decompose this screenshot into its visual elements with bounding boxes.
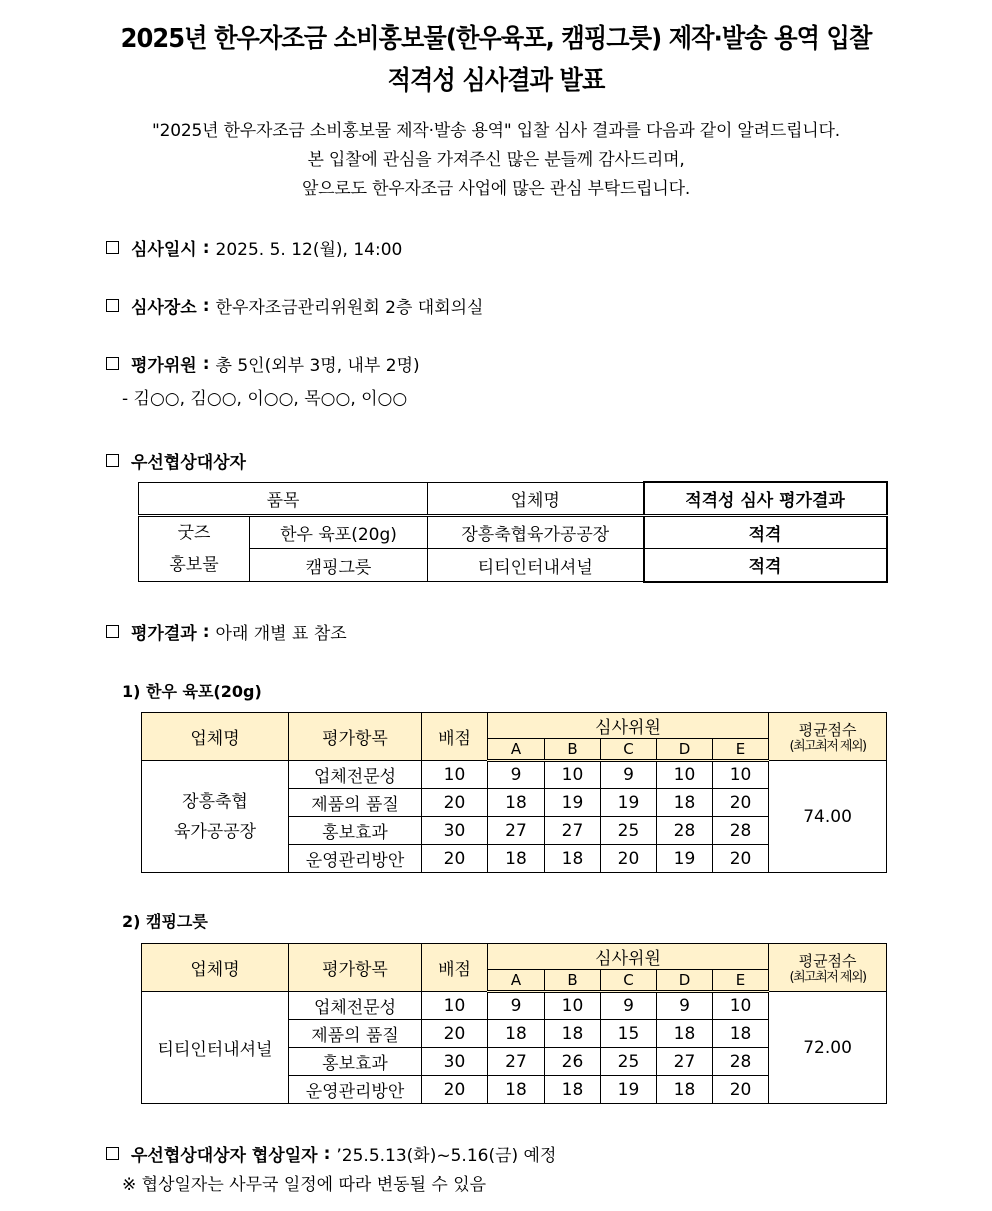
section-label: 심사장소: [131, 298, 197, 318]
score-cell: 9: [488, 992, 545, 1020]
criteria-cell: 홍보효과: [289, 817, 422, 845]
score-cell: 10: [545, 992, 601, 1020]
score-cell: 9: [488, 761, 545, 789]
avg-label: 평균점수: [798, 952, 857, 970]
score-cell: 25: [601, 817, 657, 845]
section-value: 한우자조금관리위원회 2층 대회의실: [215, 298, 484, 318]
header-criteria: 평가항목: [289, 944, 422, 992]
score-cell: 18: [488, 845, 545, 873]
score-cell: 9: [601, 992, 657, 1020]
item-cell: 한우 육포(20g): [250, 516, 428, 549]
section-label: 평가결과: [131, 624, 197, 644]
score-cell: 18: [488, 789, 545, 817]
header-company: 업체명: [428, 482, 644, 516]
avg-label: 평균점수: [798, 721, 857, 739]
score-cell: 19: [657, 845, 713, 873]
section-label: 심사일시: [131, 240, 197, 260]
header-criteria: 평가항목: [289, 713, 422, 761]
judge-a: A: [488, 970, 545, 992]
score-cell: 27: [488, 817, 545, 845]
header-average: [769, 944, 887, 992]
intro-line2: 본 입찰에 관심을 가져주신 많은 분들께 감사드리며,: [307, 150, 685, 170]
summary-table: [138, 481, 888, 583]
header-judges: 심사위원: [488, 944, 769, 970]
score-cell: 27: [488, 1048, 545, 1076]
judge-b: B: [545, 739, 601, 761]
checkbox-bullet-icon: [106, 299, 119, 312]
checkbox-bullet-icon: [106, 625, 119, 638]
score-table-camping: [141, 943, 887, 1104]
score-cell: 27: [545, 817, 601, 845]
company-cell: [142, 761, 289, 873]
header-company: 업체명: [142, 944, 289, 992]
section-value: ’25.5.13(화)~5.16(금) 예정: [336, 1146, 557, 1166]
score-cell: 15: [601, 1020, 657, 1048]
score-table-heading-2: 2) 캠핑그릇: [122, 912, 208, 931]
category-cell: [139, 516, 250, 582]
company-cell: 티티인터내셔널: [428, 549, 644, 582]
header-points: 배점: [422, 944, 488, 992]
checkbox-bullet-icon: [106, 454, 119, 467]
header-average: [769, 713, 887, 761]
score-cell: 18: [657, 1020, 713, 1048]
score-cell: 28: [713, 817, 769, 845]
average-cell: 74.00: [769, 761, 887, 873]
score-table-jerky: [141, 712, 887, 873]
section-negotiation-date: [106, 1141, 556, 1166]
header-company: 업체명: [142, 713, 289, 761]
criteria-cell: 운영관리방안: [289, 845, 422, 873]
judge-a: A: [488, 739, 545, 761]
section-value: 총 5인(외부 3명, 내부 2명): [215, 356, 420, 376]
score-cell: 18: [713, 1020, 769, 1048]
score-cell: 26: [545, 1048, 601, 1076]
company-line2: 육가공공장: [173, 821, 257, 842]
intro-line1: "2025년 한우자조금 소비홍보물 제작·발송 용역" 입찰 심사 결과를 다음과 같이 알려드립니다.: [152, 121, 840, 141]
company-line1: 티티인터내셔널: [157, 1040, 273, 1060]
score-cell: 28: [713, 1048, 769, 1076]
points-cell: 20: [422, 1020, 488, 1048]
score-cell: 19: [601, 789, 657, 817]
points-cell: 10: [422, 992, 488, 1020]
score-cell: 10: [657, 761, 713, 789]
judge-c: C: [601, 739, 657, 761]
points-cell: 20: [422, 845, 488, 873]
colon: :: [202, 621, 210, 642]
score-cell: 10: [545, 761, 601, 789]
score-cell: 9: [657, 992, 713, 1020]
section-priority-bidder: [106, 448, 252, 473]
score-cell: 20: [713, 789, 769, 817]
category-line2: 홍보물: [169, 555, 219, 575]
item-cell: 캠핑그릇: [250, 549, 428, 582]
score-cell: 20: [713, 1076, 769, 1104]
score-cell: 10: [713, 992, 769, 1020]
header-item: 품목: [139, 482, 428, 516]
colon: :: [202, 353, 210, 374]
score-cell: 19: [601, 1076, 657, 1104]
judge-c: C: [601, 970, 657, 992]
score-table-heading-1: 1) 한우 육포(20g): [122, 682, 262, 701]
score-cell: 18: [488, 1020, 545, 1048]
result-cell: 적격: [644, 549, 887, 582]
score-cell: 18: [545, 1076, 601, 1104]
criteria-cell: 운영관리방안: [289, 1076, 422, 1104]
result-cell: 적격: [644, 516, 887, 549]
negotiation-note: ※ 협상일자는 사무국 일정에 따라 변동될 수 있음: [122, 1175, 487, 1195]
criteria-cell: 제품의 품질: [289, 789, 422, 817]
table-row: [142, 992, 887, 1020]
judge-e: E: [713, 970, 769, 992]
score-cell: 9: [601, 761, 657, 789]
header-result: 적격성 심사 평가결과: [644, 482, 887, 516]
score-cell: 25: [601, 1048, 657, 1076]
table-row: [139, 516, 887, 549]
evaluator-names: - 김○○, 김○○, 이○○, 목○○, 이○○: [122, 389, 408, 409]
header-points: 배점: [422, 713, 488, 761]
company-cell: [142, 992, 289, 1104]
score-cell: 18: [657, 789, 713, 817]
table-row: [142, 761, 887, 789]
section-label: 우선협상대상자 협상일자: [131, 1146, 318, 1166]
colon: :: [202, 295, 210, 316]
judge-d: D: [657, 970, 713, 992]
criteria-cell: 홍보효과: [289, 1048, 422, 1076]
score-cell: 27: [657, 1048, 713, 1076]
points-cell: 20: [422, 1076, 488, 1104]
checkbox-bullet-icon: [106, 241, 119, 254]
score-cell: 10: [713, 761, 769, 789]
company-cell: 장흥축협육가공공장: [428, 516, 644, 549]
average-cell: 72.00: [769, 992, 887, 1104]
judge-e: E: [713, 739, 769, 761]
points-cell: 10: [422, 761, 488, 789]
score-cell: 20: [601, 845, 657, 873]
judge-d: D: [657, 739, 713, 761]
score-cell: 18: [488, 1076, 545, 1104]
criteria-cell: 업체전문성: [289, 761, 422, 789]
score-cell: 18: [657, 1076, 713, 1104]
section-review-date: [106, 235, 402, 260]
points-cell: 30: [422, 1048, 488, 1076]
points-cell: 30: [422, 817, 488, 845]
section-value: 아래 개별 표 참조: [215, 624, 347, 644]
company-line1: 장흥축협: [182, 791, 248, 812]
score-cell: 18: [545, 845, 601, 873]
page-title-line1: 2025년 한우자조금 소비홍보물(한우육포, 캠핑그릇) 제작·발송 용역 입찰: [120, 24, 872, 54]
section-review-place: [106, 293, 483, 318]
section-evaluators: [106, 351, 420, 376]
section-label: 평가위원: [131, 356, 197, 376]
section-label: 우선협상대상자: [131, 453, 246, 473]
points-cell: 20: [422, 789, 488, 817]
score-cell: 28: [657, 817, 713, 845]
score-cell: 20: [713, 845, 769, 873]
page-title-line2: 적격성 심사결과 발표: [387, 66, 605, 96]
criteria-cell: 제품의 품질: [289, 1020, 422, 1048]
section-value: 2025. 5. 12(월), 14:00: [215, 240, 403, 260]
header-judges: 심사위원: [488, 713, 769, 739]
category-line1: 굿즈: [177, 523, 211, 543]
avg-note: (최고최저 제외): [789, 970, 866, 985]
criteria-cell: 업체전문성: [289, 992, 422, 1020]
avg-note: (최고최저 제외): [789, 739, 866, 754]
colon: :: [323, 1143, 331, 1164]
table-row: [139, 549, 887, 582]
checkbox-bullet-icon: [106, 1147, 119, 1160]
judge-b: B: [545, 970, 601, 992]
intro-line3: 앞으로도 한우자조금 사업에 많은 관심 부탁드립니다.: [301, 179, 691, 199]
section-evaluation-result: [106, 619, 347, 644]
colon: :: [202, 237, 210, 258]
checkbox-bullet-icon: [106, 357, 119, 370]
score-cell: 18: [545, 1020, 601, 1048]
score-cell: 19: [545, 789, 601, 817]
